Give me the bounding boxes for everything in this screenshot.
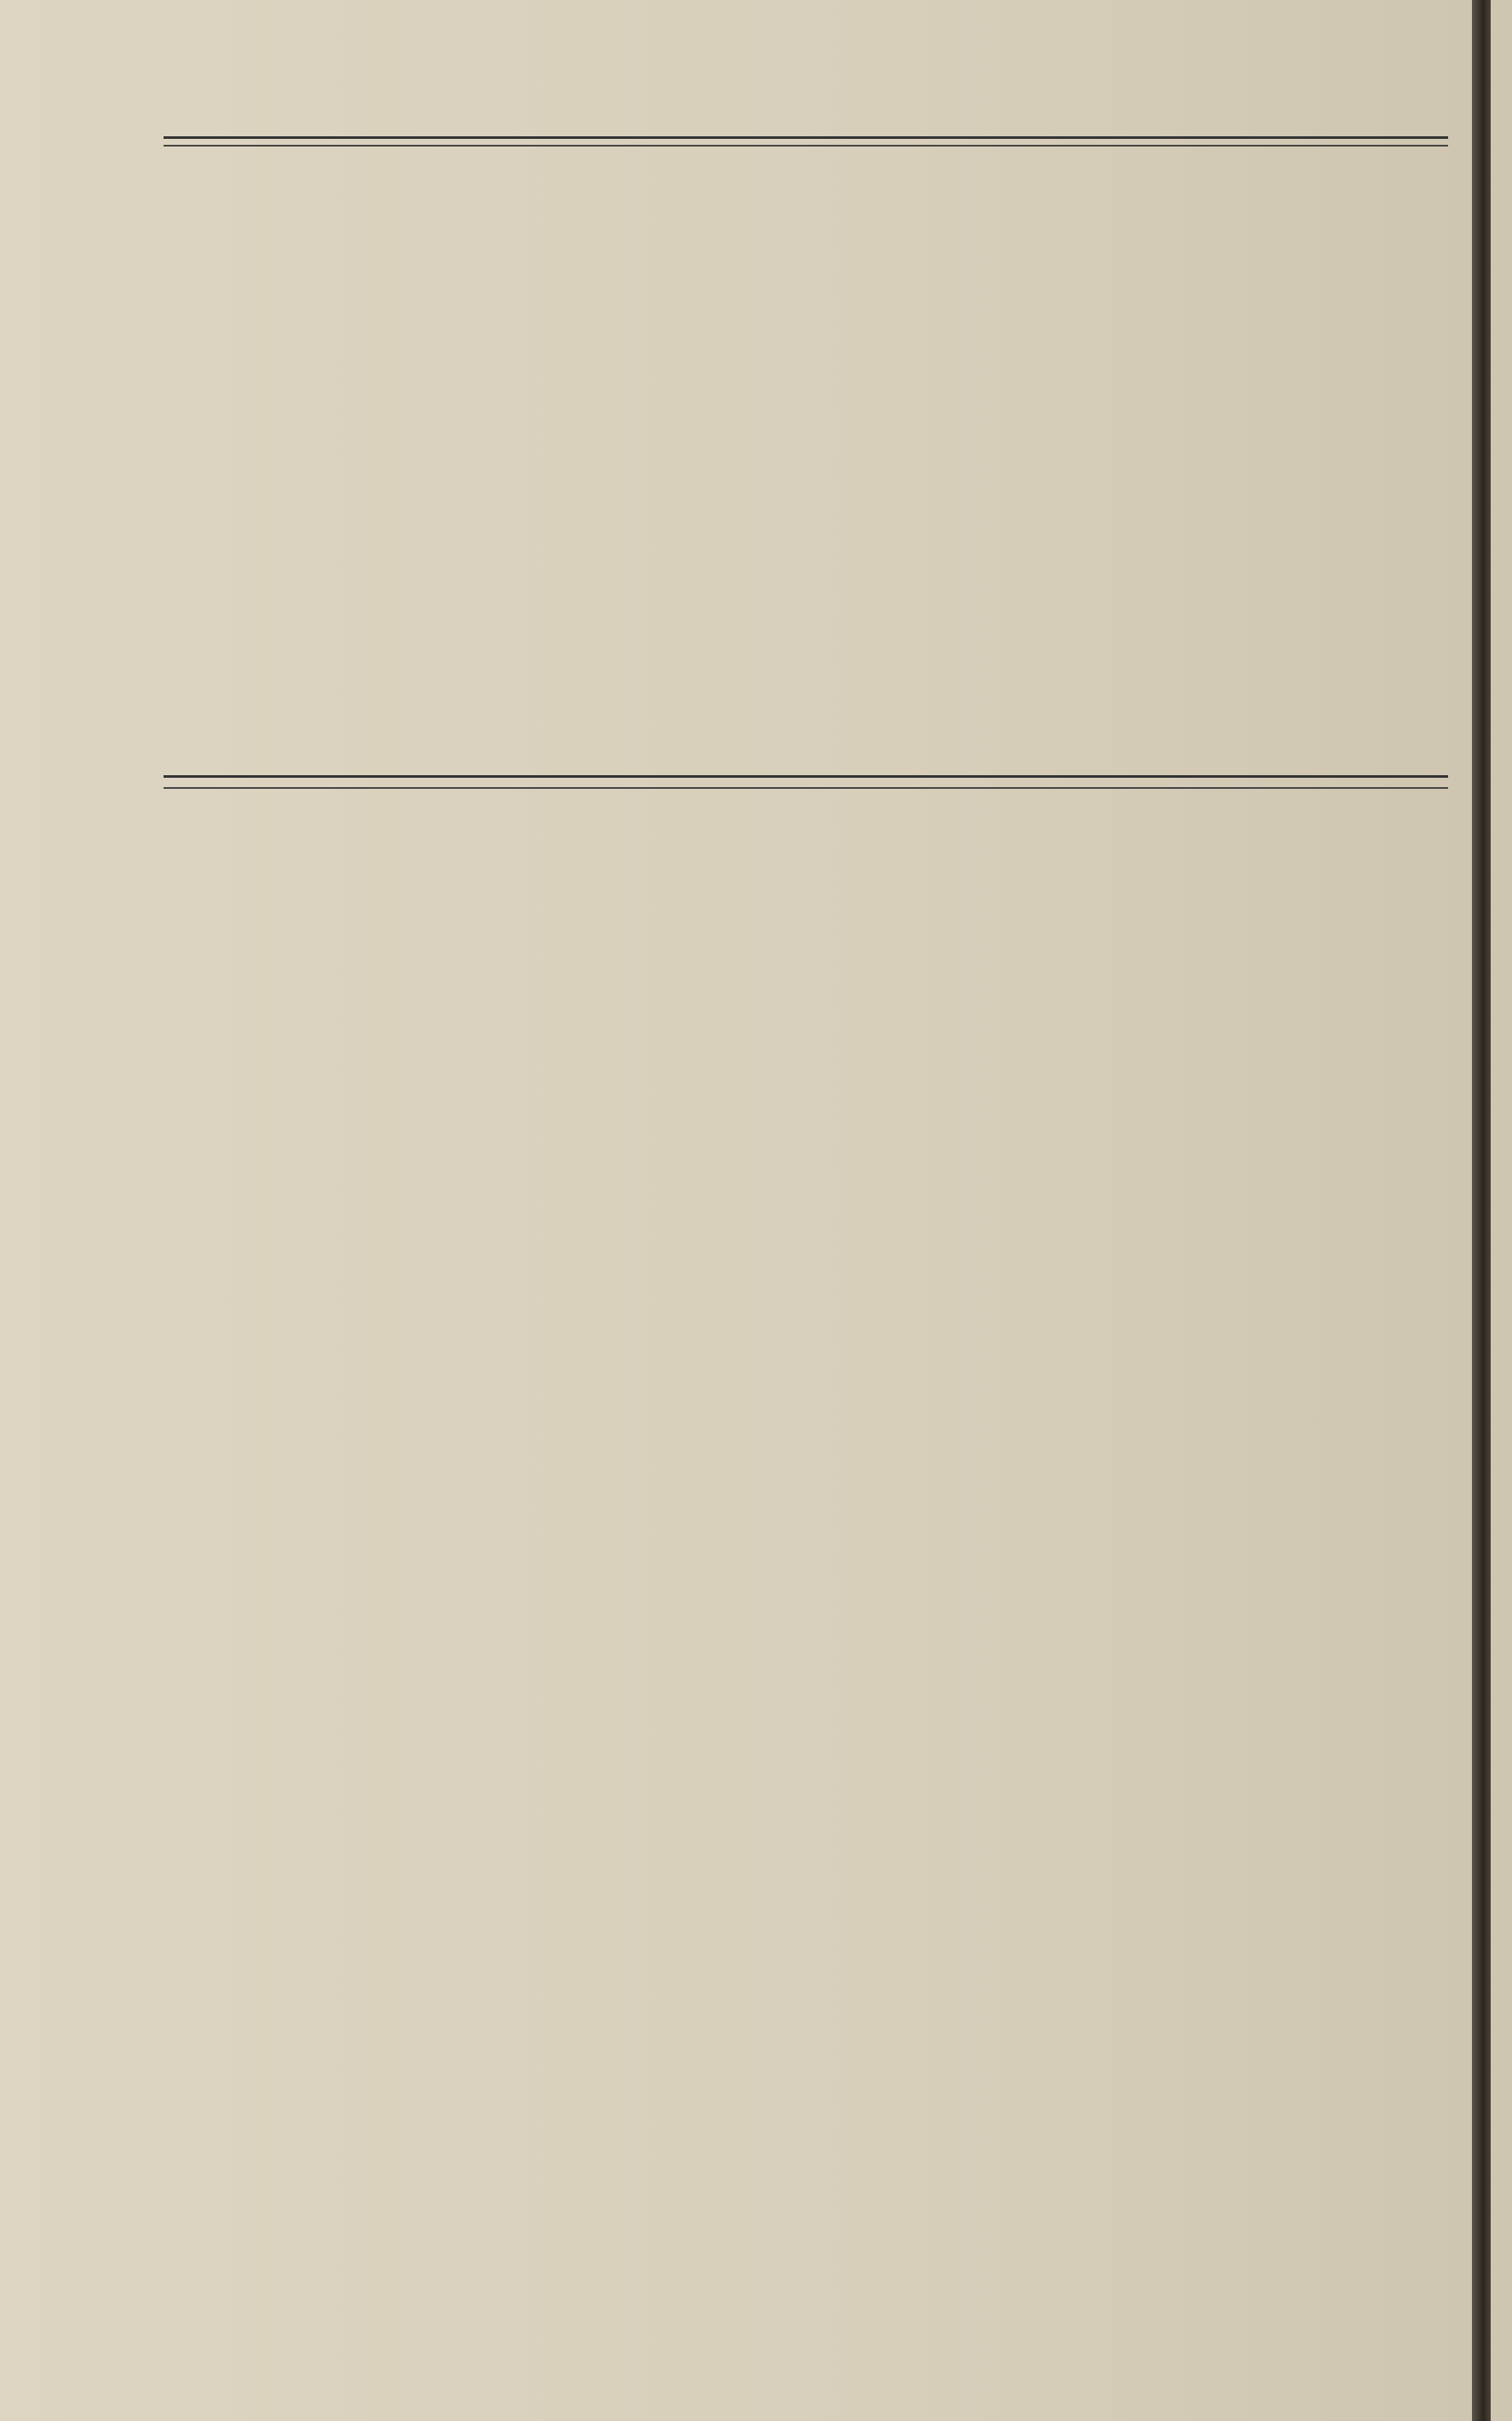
book-spine (1472, 0, 1491, 2421)
header-rule (164, 136, 1448, 139)
header-rule-thin (164, 145, 1448, 147)
section-rule-thin (164, 787, 1448, 789)
facing-page-edge (1491, 0, 1512, 2421)
section-rule (164, 775, 1448, 778)
